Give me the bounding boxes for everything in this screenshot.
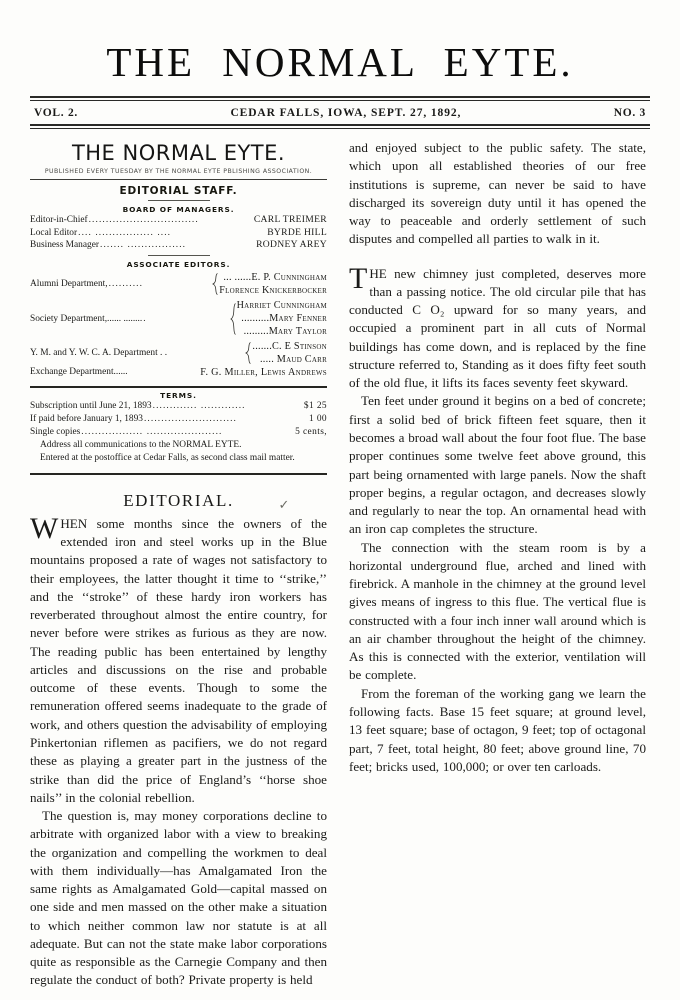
terms-price: 1 00: [308, 413, 327, 424]
flag-divider: [30, 179, 327, 180]
leader-dots: .... ................. ....: [78, 227, 172, 238]
staff-role: Editor-in-Chief: [30, 215, 88, 225]
columns-container: [30, 139, 650, 995]
masthead-rule-lower: [30, 124, 650, 129]
leader-dots: ...........................: [143, 413, 237, 424]
issue-number-label: NO. 3: [613, 107, 646, 119]
article-2-paragraph-2: Ten feet under ground it begins on a bed of concrete; first a solid bed of brick fifteen feet square, then it becomes a broad wall about the four foot flue. The base proper continues some twelve feet above ground, this part being ornamented with large panels. Now the shaft proper begins, a regular octagon, and decreases slowly and regularly to near the top. An ornamental head with an iron cap completes the structure.: [349, 393, 646, 537]
terms-label: Subscription until June 21, 1893: [30, 401, 152, 412]
article-1-lead: HEN: [60, 515, 88, 531]
flag-title: THE NORMAL EYTE.: [71, 141, 286, 165]
staff-name: CARL TREIMER: [253, 214, 327, 225]
associate-name: Harriet Cunningham: [236, 300, 327, 312]
article-1-paragraph-1: [30, 511, 327, 807]
board-of-managers-heading: BOARD OF MANAGERS.: [122, 205, 235, 214]
postoffice-note: Entered at the postoffice at Cedar Falls, as second class mail matter.: [40, 452, 295, 463]
associate-names: [252, 340, 327, 366]
terms-row: [30, 413, 327, 426]
associate-name: F. G. Miller, Lewis Andrews: [200, 367, 327, 379]
staff-role: Local Editor: [30, 227, 78, 238]
associate-department: [30, 340, 245, 366]
terms-price: $1 25: [303, 401, 327, 412]
staff-divider: [148, 200, 210, 201]
staff-role: Business Manager: [30, 240, 99, 251]
terms-label: If paid before January 1, 1893: [30, 413, 143, 424]
associate-divider: [148, 255, 210, 256]
leader-dots: ....... .................: [100, 240, 187, 251]
department-label: Society Department,...... ........: [30, 313, 143, 324]
associate-editors-heading: ASSOCIATE EDITORS.: [126, 259, 231, 269]
right-column: [349, 139, 646, 995]
article-2-paragraph-4: From the foreman of the working gang we learn the following facts. Base 15 feet square; at ground level, 13 feet square; base of octagon, 9 feet; top of octagonal part, 7 feet, total height, 80 feet; above ground line, 70 feet; bricks used, 100,000; or over ten carloads.: [349, 685, 646, 774]
article-1-body-1: some months since the owners of the extended iron and steel works up in the Blue mountains proposed a rate of wages not satisfactory to their employees, the latter thought it time to ‘‘strike,’’ and the ‘‘stroke’’ of these hardy iron workers has reverberated throughout almost the entire country, for never before were strikes as furious as they are now. The reading public has been entertained by lengthy articles and discussions on the rise and probable outcome of these events. Though to some the remuneration offered seems inadequate to the grade of work, and others question the advisability of employing Pinkertonian riflemen as pacifiers, we do not regard these as playing a greater part in the justness of the strike than did the price of England’s ‘‘horse shoe nails’’ in the colonial rebellion.: [30, 515, 327, 805]
dropcap-t: T: [349, 261, 368, 295]
dropcap-w: W: [30, 511, 59, 545]
associate-department: [30, 299, 230, 338]
associate-name: Florence Knickerbocker: [219, 285, 327, 297]
brace-icon: [212, 271, 219, 297]
staff-name: BYRDE HILL: [267, 226, 327, 238]
associate-name: ..........Mary Fenner: [241, 313, 327, 325]
article-2-body-1: new chimney just completed, deserves more than a passing notice. The old circular pile that has conducted C O₂ upward for so many years, and occupied a prominent part in all cuts of Normal buildings has come down, and is replaced by the fine structure referred to, Standing as it does fifty feet south of the old flue, it lifts its faces seventy feet skyward.: [349, 265, 646, 391]
check-icon: ✓: [278, 497, 291, 513]
terms-divider: [30, 386, 327, 388]
terms-row: [30, 426, 327, 439]
place-date-label: CEDAR FALLS, IOWA, SEPT. 27, 1892,: [230, 107, 462, 119]
terms-heading: TERMS.: [160, 391, 197, 401]
associate-name: ... ......E. P. Cunningham: [223, 271, 327, 283]
terms-price: 5 cents,: [295, 426, 327, 437]
associate-name: ..... Maud Carr: [260, 354, 327, 366]
article-1-paragraph-2: The question is, may money corporations decline to arbitrate with organized labor with a view to breaking the organization and compelling the workmen to deal with them individually—has Amalgamated Iron the same rights as Amalgamated Gold—capital massed on one side and men massed on the other make a situation to which neither common law nor statute is at all adequate. But can not the state make labor corporations quite as responsible as the Carnegie Company and then regulate the conduct of both? Private property is held: [30, 808, 327, 988]
leader-dots: ............. .............: [152, 401, 246, 412]
leader-dots: ..........: [108, 279, 144, 290]
department-label: Exchange Department......: [30, 367, 128, 378]
editorial-heading-wrap: [30, 491, 327, 511]
exchange-row: [30, 367, 327, 378]
brace-icon: [245, 340, 252, 366]
leader-dots: .................. ......................: [81, 426, 223, 437]
staff-row: [30, 239, 327, 252]
editorial-staff-heading: EDITORIAL STAFF.: [119, 185, 238, 197]
brace-icon: [230, 299, 237, 338]
masthead: [30, 0, 650, 129]
associate-department: [30, 271, 212, 297]
associate-name: .......C. E Stinson: [252, 341, 327, 353]
article-1-paragraph-2-continued: and enjoyed subject to the public safety. The state, which upon all established theories of our free institutions is supreme, can never be said to have discharged its sovereign duty until it has opened the way to peaceable and orderly settlement of such disputes and compelled all parties to walk in it.: [349, 140, 646, 247]
terms-label: Single copies: [30, 426, 81, 437]
associate-group: [30, 299, 327, 338]
terms-row: [30, 400, 327, 413]
associate-group: [30, 271, 327, 297]
flag-bottom-rule: [30, 473, 327, 475]
department-label: Y. M. and Y. W. C. A. Department . .: [30, 348, 168, 359]
staff-row: [30, 227, 327, 240]
associate-names: [219, 271, 327, 297]
leader-dots: .: [143, 313, 147, 324]
associate-name: .........Mary Taylor: [243, 326, 327, 338]
continuation-spacer: [349, 249, 646, 265]
article-2-lead: HE: [369, 265, 387, 281]
department-label: Alumni Department,: [30, 279, 108, 290]
article-2-paragraph-3: The connection with the steam room is by a horizontal underground flue, arched and lined with firebrick. A manhole in the chimney at the ground level gives means of ingress to this flue. The vertical flue is constructed with a four inch inner wall around which is an air chamber throughout the height of the chimney. As this is connected with the exterior, ventilation will be complete.: [349, 539, 646, 683]
article-2-paragraph-1: [349, 261, 646, 393]
staff-row: [30, 214, 327, 227]
associate-names: [237, 299, 327, 338]
staff-name: RODNEY AREY: [256, 239, 327, 251]
newspaper-title: THE NORMAL EYTE.: [106, 39, 574, 85]
left-column: [30, 139, 327, 995]
volume-label: VOL. 2.: [34, 107, 78, 119]
address-note: Address all communications to the NORMAL EYTE.: [40, 440, 242, 451]
issue-line: [30, 101, 650, 124]
associate-group: [30, 340, 327, 366]
leader-dots: ................................: [88, 215, 199, 225]
flag-published-line: PUBLISHED EVERY TUESDAY BY THE NORMAL EYTE PBLISHING ASSOCIATION.: [44, 168, 313, 175]
editorial-heading: EDITORIAL.: [123, 490, 234, 510]
